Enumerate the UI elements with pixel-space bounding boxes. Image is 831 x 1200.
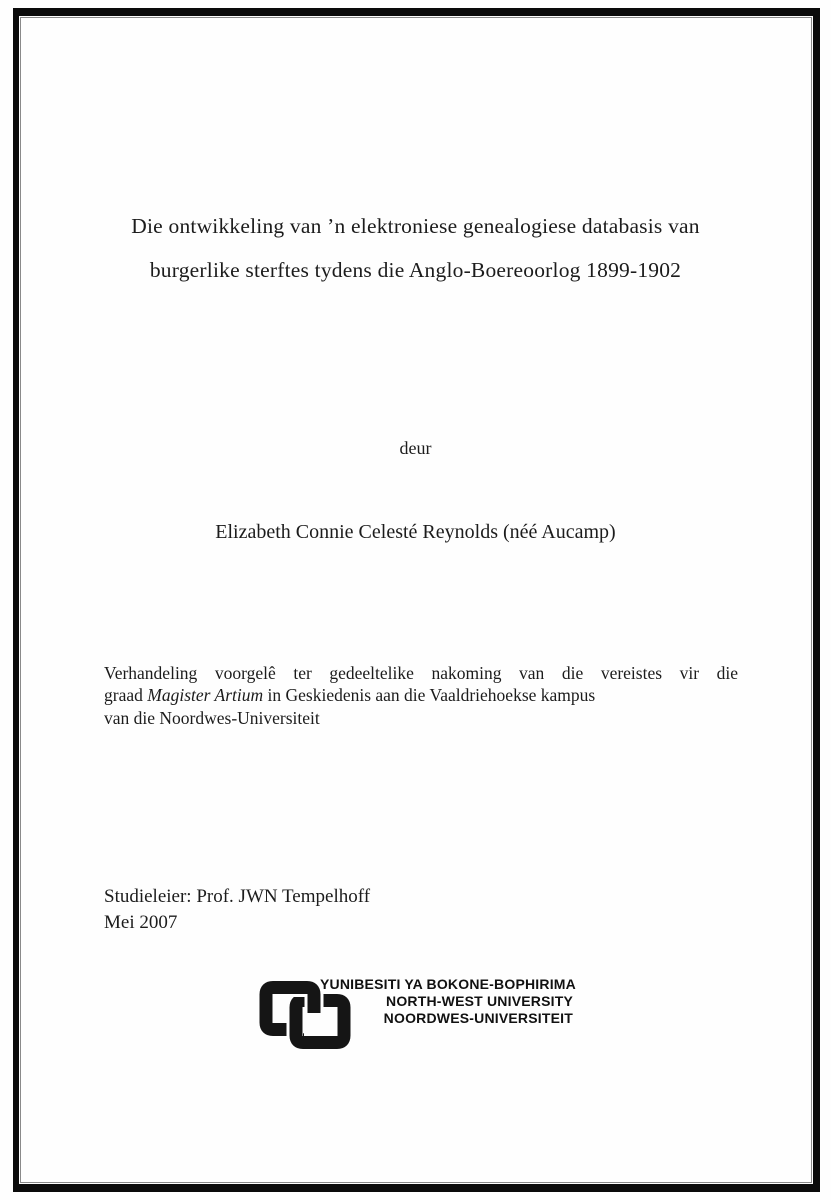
thesis-title-line-1: Die ontwikkeling van ’n elektroniese genealogiese databasis van xyxy=(131,214,700,238)
degree-statement-line-2-suffix: in Geskiedenis aan die Vaaldriehoekse kampus xyxy=(263,685,596,706)
degree-statement xyxy=(104,662,738,729)
byline-deur: deur xyxy=(399,438,432,458)
thesis-title-line-2: burgerlike sterftes tydens die Anglo-Boereoorlog 1899-1902 xyxy=(149,258,682,282)
degree-name-italic: Magister Artium xyxy=(147,685,264,706)
supervisor-block xyxy=(104,884,370,935)
author-name: Elizabeth Connie Celesté Reynolds (néé Aucamp) xyxy=(215,521,616,543)
supervisor-line: Studieleier: Prof. JWN Tempelhoff xyxy=(104,886,371,907)
university-logo-wordmark xyxy=(320,976,576,1027)
degree-statement-line-2 xyxy=(104,684,738,706)
degree-statement-line-1: Verhandeling voorgelê ter gedeeltelike nakoming van die vereistes vir die xyxy=(104,663,738,683)
date-line: Mei 2007 xyxy=(104,911,178,933)
logo-text-setswana: YUNIBESITI YA BOKONE-BOPHIRIMA xyxy=(320,976,576,992)
logo-text-english: NORTH-WEST UNIVERSITY xyxy=(386,993,573,1009)
degree-statement-line-2-prefix: graad xyxy=(104,685,148,706)
logo-text-afrikaans: NOORDWES-UNIVERSITEIT xyxy=(383,1010,573,1026)
degree-statement-line-3: van die Noordwes-Universiteit xyxy=(104,707,320,728)
